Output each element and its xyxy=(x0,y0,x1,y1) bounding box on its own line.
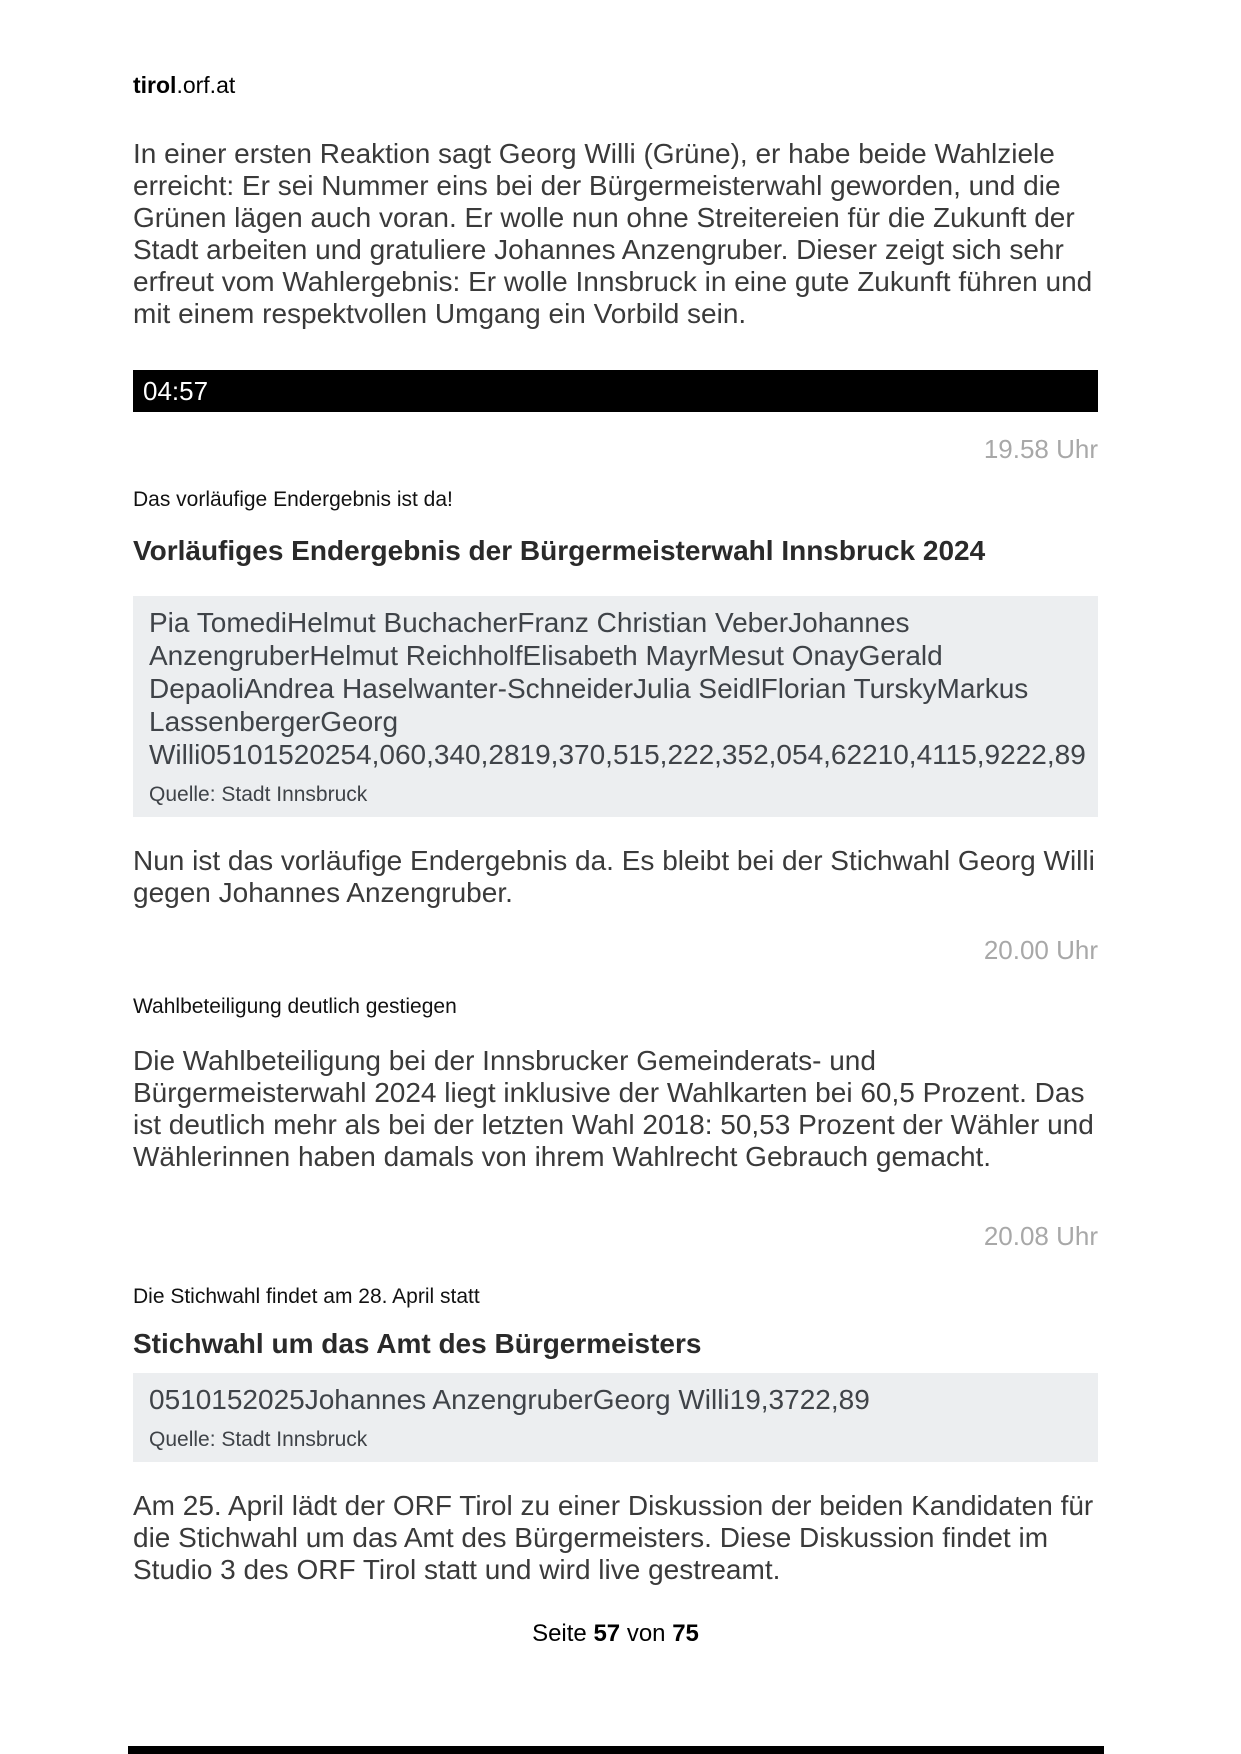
source-credit: Quelle: Stadt Innsbruck xyxy=(149,783,368,806)
entry-headline: Stichwahl um das Amt des Bürgermeisters xyxy=(133,1328,702,1359)
election-result-text: 0510152025Johannes AnzengruberGeorg Willi19,3722,89 xyxy=(149,1384,870,1415)
intro-paragraph: In einer ersten Reaktion sagt Georg Willi (Grüne), er habe beide Wahlziele erreicht: Er sei Nummer eins bei der Bürgermeisterwahl geworden, und die Grünen lägen auch voran. Er wolle nun ohne Streitereien für die Zukunft der Stadt arbeiten und gratuliere Johannes Anzengruber. Dieser zeigt sich sehr erfreut vom Wahlergebnis: Er wolle Innsbruck in eine gute Zukunft führen und mit einem respektvollen Umgang ein Vorbild sein. xyxy=(133,138,1093,329)
entry-headline: Vorläufiges Endergebnis der Bürgermeisterwahl Innsbruck 2024 xyxy=(133,535,986,566)
election-result-text: Pia TomediHelmut BuchacherFranz Christian VeberJohannes AnzengruberHelmut ReichholfElisabeth MayrMesut OnayGerald DepaoliAndrea Haselwanter-SchneiderJulia SeidlFlorian TurskyMarkus LassenbergerGeorg Willi05101520254,060,340,2819,370,515,222,352,054,62210,4115,9222,89 xyxy=(149,607,1086,770)
election-result-box xyxy=(133,1373,1098,1462)
footer-total-pages: 75 xyxy=(672,1620,699,1647)
page-number-footer xyxy=(133,1620,1098,1648)
footer-label: Seite xyxy=(532,1620,587,1647)
site-brand-bold: tirol xyxy=(133,72,177,98)
entry-kicker: Wahlbeteiligung deutlich gestiegen xyxy=(133,995,457,1018)
footer-current-page: 57 xyxy=(593,1620,621,1647)
entry-timestamp: 19.58 Uhr xyxy=(983,434,1098,464)
page-bottom-edge-bar xyxy=(128,1746,1104,1754)
source-credit: Quelle: Stadt Innsbruck xyxy=(149,1428,368,1451)
video-player-bar xyxy=(133,370,1098,412)
site-brand-rest: .orf.at xyxy=(176,72,236,98)
video-elapsed-time: 04:57 xyxy=(143,376,209,406)
site-header xyxy=(133,72,1098,98)
footer-of-label: von xyxy=(626,1620,666,1647)
entry-paragraph: Die Wahlbeteiligung bei der Innsbrucker Gemeinderats- und Bürgermeisterwahl 2024 liegt inklusive der Wahlkarten bei 60,5 Prozent. Das ist deutlich mehr als bei der letzten Wahl 2018: 50,53 Prozent der Wähler und Wählerinnen haben damals von ihrem Wahlrecht Gebrauch gemacht. xyxy=(133,1045,1094,1172)
entry-timestamp: 20.00 Uhr xyxy=(983,935,1098,965)
election-result-box xyxy=(133,596,1098,817)
entry-paragraph: Am 25. April lädt der ORF Tirol zu einer Diskussion der beiden Kandidaten für die Stichwahl um das Amt des Bürgermeisters. Diese Diskussion findet im Studio 3 des ORF Tirol statt und wird live gestreamt. xyxy=(133,1490,1094,1585)
entry-timestamp: 20.08 Uhr xyxy=(983,1221,1098,1251)
entry-paragraph: Nun ist das vorläufige Endergebnis da. Es bleibt bei der Stichwahl Georg Willi gegen Johannes Anzengruber. xyxy=(133,845,1095,908)
entry-kicker: Das vorläufige Endergebnis ist da! xyxy=(133,488,453,511)
entry-kicker: Die Stichwahl findet am 28. April statt xyxy=(133,1285,480,1308)
